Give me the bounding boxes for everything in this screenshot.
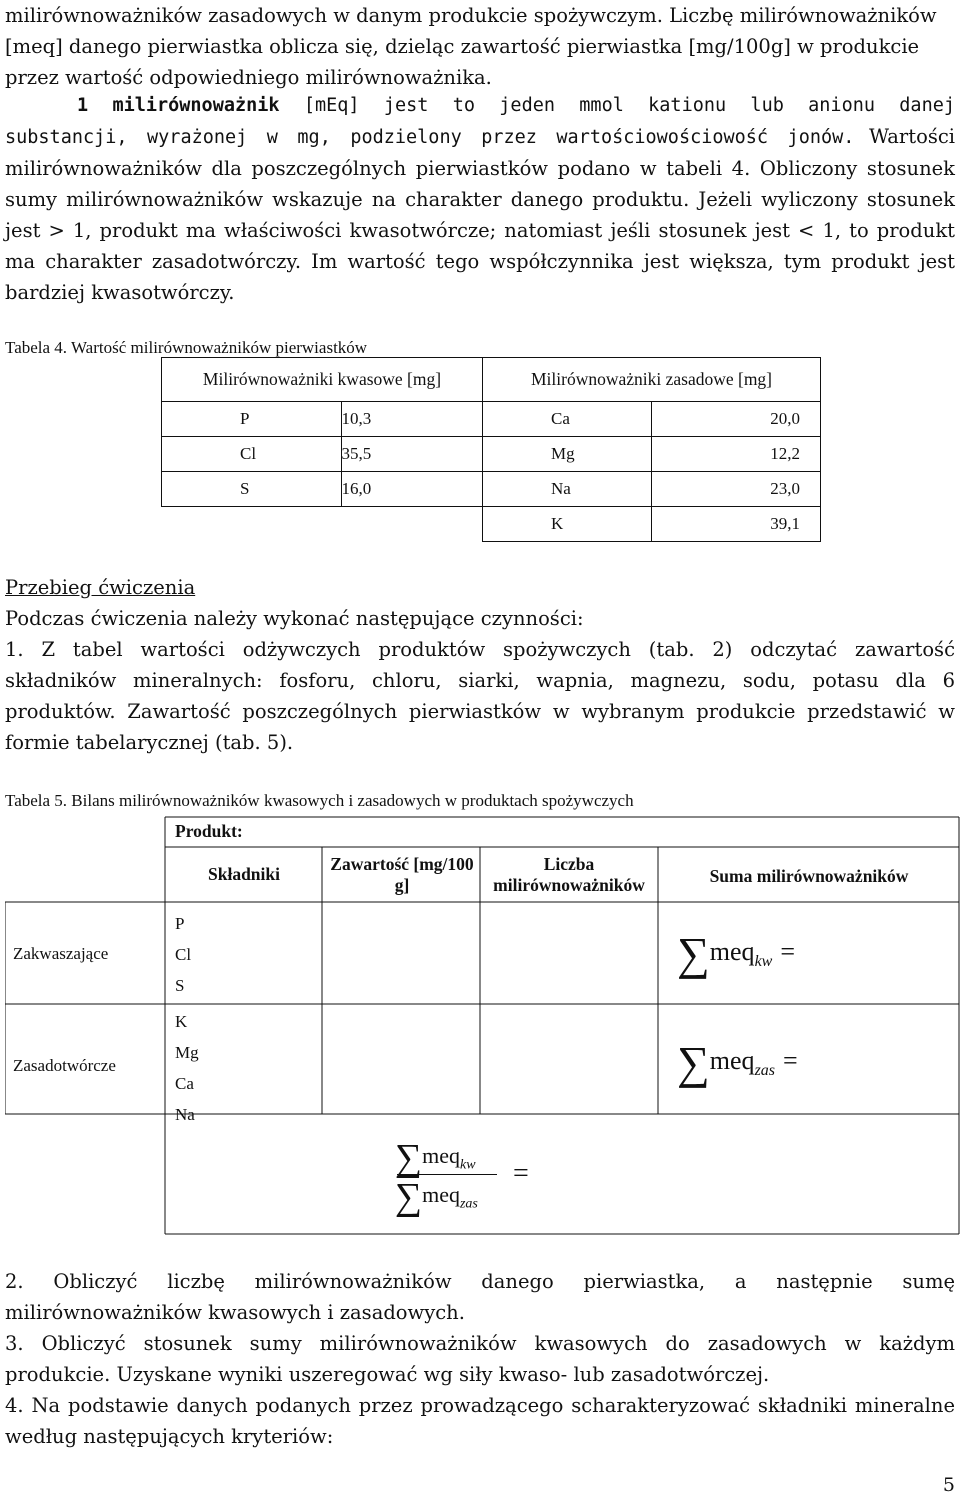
header-zawartosc: Zawartość [mg/100 g] [330,854,474,895]
explanation-text: Wartości milirównoważników dla poszczególnych pierwiastków podano w tabeli 4. Obliczony stosunek sumy milirównoważników wskazuje na charakter danego produktu. Jeżeli wyliczony stosunek jest > 1, produkt ma właściwości kwasotwórcze; natomiast jeśli stosunek jest < 1, to produkt ma charakter zasadotwórczy. Im wartość tego współczynnika jest większa, tym produkt jest bardziej kwasotwórczy. [5,125,955,304]
sigma-icon: ∑ [677,928,710,979]
list-item: Mg [175,1043,199,1062]
ratio-equals: = [513,1158,529,1189]
sum-zas-formula: ∑meq$_{zas}$ = [677,1037,798,1088]
intro-paragraph [5,0,955,93]
ratio-denominator: ∑meq$_{zas}$ [395,1176,478,1218]
sum-kw-formula: ∑meq$_{kw}$ = [677,928,796,979]
intro-line-3: przez wartość odpowiedniego milirównoważnika. [5,66,492,89]
intro-line-2: [meq] danego pierwiastka oblicza się, dzieląc zawartość pierwiastka [mg/100g] w produkcie [5,35,920,58]
list-item: Ca [175,1074,194,1093]
table-row: Cl 35,5 Mg 12,2 [162,437,821,472]
table5 [5,816,960,1236]
list-item: S [175,976,185,995]
sigma-icon: ∑ [395,1137,423,1179]
definition-term: 1 milirównoważnik [77,95,280,116]
header-suma: Suma milirównoważników [709,866,909,886]
procedure-section [5,572,955,758]
table-row: K 39,1 [162,507,821,542]
steps-section [5,1266,955,1452]
sigma-icon: ∑ [677,1037,710,1088]
table4-header-acid: Milirównoważniki kwasowe [mg] [162,358,483,402]
sigma-icon: ∑ [395,1176,423,1218]
table4-header-base: Milirównoważniki zasadowe [mg] [483,358,821,402]
list-item: P [175,914,185,933]
produkt-label: Produkt: [175,821,243,841]
table-row: S 16,0 Na 23,0 [162,472,821,507]
table4 [161,357,821,542]
ratio-formula [395,1136,545,1218]
section-intro: Podczas ćwiczenia należy wykonać następujące czynności: [5,607,584,630]
section-heading: Przebieg ćwiczenia [5,576,196,599]
group-zakwaszajace: Zakwaszające [13,944,109,963]
list-item: Na [175,1105,195,1124]
definition-paragraph [5,89,955,308]
group-zasadotworcze: Zasadotwórcze [13,1056,116,1075]
ratio-numerator: ∑meq$_{kw}$ [395,1137,476,1179]
step-3: 3. Obliczyć stosunek sumy milirównoważników kwasowych do zasadowych w każdym produkcie. Uzyskane wyniki uszeregować wg siły kwaso- lub zasadotwórczej. [5,1332,955,1386]
step-2: 2. Obliczyć liczbę milirównoważników danego pierwiastka, a następnie sumę milirównoważników kwasowych i zasadowych. [5,1270,955,1324]
table4-caption: Tabela 4. Wartość milirównoważników pierwiastków [5,338,368,357]
definition-text: [mEq] jest to jeden mmol kationu lub anionu danej substancji, wyrażonej w mg, podzielony przez wartościowościowość jonów. [5,95,955,148]
table5-caption: Tabela 5. Bilans milirównoważników kwasowych i zasadowych w produktach spożywczych [5,791,634,810]
step-1: 1. Z tabel wartości odżywczych produktów spożywczych (tab. 2) odczytać zawartość składników mineralnych: fosforu, chloru, siarki, wapnia, magnezu, sodu, potasu dla 6 produktów. Zawartość poszczególnych pierwiastków w wybranym produkcie przedstawić w formie tabelarycznej (tab. 5). [5,638,955,754]
zakw-items [175,908,191,1001]
zas-items [175,1006,199,1130]
header-liczba: Liczba milirównoważników [493,854,645,895]
header-skladniki: Składniki [208,864,280,884]
intro-line-1: milirównoważników zasadowych w danym produkcie spożywczym. Liczbę milirównoważników [5,4,937,27]
list-item: K [175,1012,188,1031]
page-number: 5 [942,1474,955,1496]
list-item: Cl [175,945,192,964]
table-row: P 10,3 Ca 20,0 [162,402,821,437]
step-4: 4. Na podstawie danych podanych przez prowadzącego scharakteryzować składniki mineralne według następujących kryteriów: [5,1394,955,1448]
